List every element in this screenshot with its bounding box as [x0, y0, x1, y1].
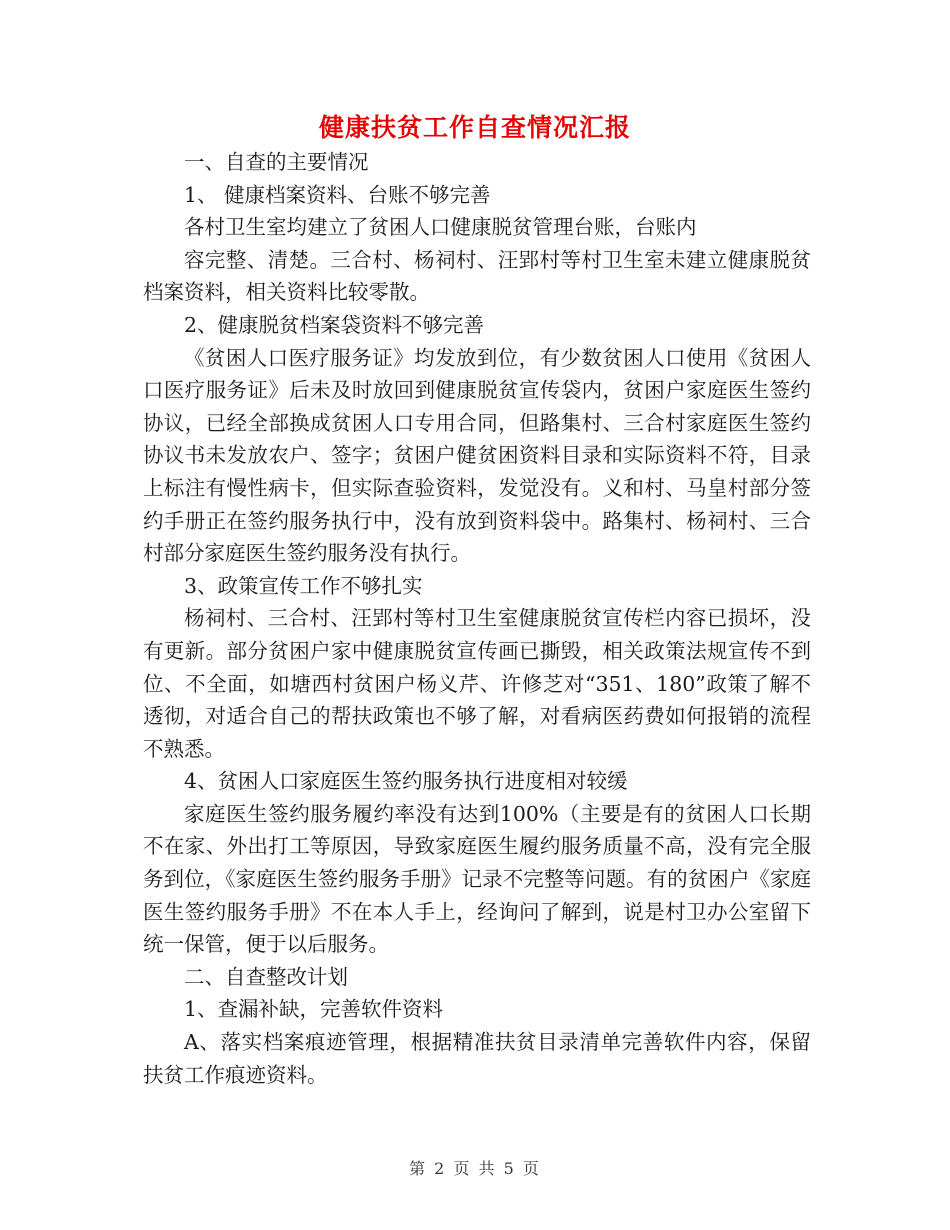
- paragraph: 《贫困人口医疗服务证》均发放到位，有少数贫困人口使用《贫困人口医疗服务证》后未及时放回到健康脱贫宣传袋内，贫困户家庭医生签约协议，已经全部换成贫困人口专用合同，但路集村、三合村家庭医生签约协议书未发放农户、签字；贫困户健贫困资料目录和实际资料不符，目录上标注有慢性病卡，但实际查验资料，发觉没有。义和村、马皇村部分签约手册正在签约服务执行中，没有放到资料袋中。路集村、杨祠村、三合村部分家庭医生签约服务没有执行。: [143, 345, 811, 566]
- subsection-heading: 1、 健康档案资料、台账不够完善: [184, 182, 491, 207]
- section-heading: 一、自查的主要情况: [184, 150, 369, 174]
- paragraph: 容完整、清楚。三合村、杨祠村、汪郢村等村卫生室未建立健康脱贫档案资料，相关资料比较零散。: [143, 247, 811, 305]
- paragraph: 家庭医生签约服务履约率没有达到100%（主要是有的贫困人口长期不在家、外出打工等原因，导致家庭医生履约服务质量不高，没有完全服务到位，《家庭医生签约服务手册》记录不完整等问题。有的贫困户《家庭医生签约服务手册》不在本人手上，经询问了解到，说是村卫办公室留下统一保管，便于以后服务。: [143, 801, 811, 957]
- document-body: [143, 146, 811, 1091]
- subsection-heading: 2、健康脱贫档案袋资料不够完善: [184, 312, 485, 337]
- page-footer: 第 2 页 共 5 页: [409, 1159, 541, 1178]
- subsection-heading: 3、政策宣传工作不够扎实: [184, 573, 423, 598]
- paragraph: A、落实档案痕迹管理，根据精准扶贫目录清单完善软件内容，保留扶贫工作痕迹资料。: [143, 1030, 811, 1087]
- subsection-heading: 4、贫困人口家庭医生签约服务执行进度相对较缓: [184, 769, 628, 794]
- document-title: 健康扶贫工作自查情况汇报: [318, 113, 631, 142]
- section-heading: 二、自查整改计划: [184, 964, 348, 989]
- subsection-heading: 1、查漏补缺，完善软件资料: [184, 997, 444, 1022]
- paragraph: 各村卫生室均建立了贫困人口健康脱贫管理台账，台账内: [184, 215, 697, 240]
- paragraph: 杨祠村、三合村、汪郢村等村卫生室健康脱贫宣传栏内容已损坏，没有更新。部分贫困户家中健康脱贫宣传画已撕毁，相关政策法规宣传不到位、不全面，如塘西村贫困户杨义芹、许修芝对“351、180”政策了解不透彻，对适合自己的帮扶政策也不够了解，对看病医药费如何报销的流程不熟悉。: [143, 606, 811, 761]
